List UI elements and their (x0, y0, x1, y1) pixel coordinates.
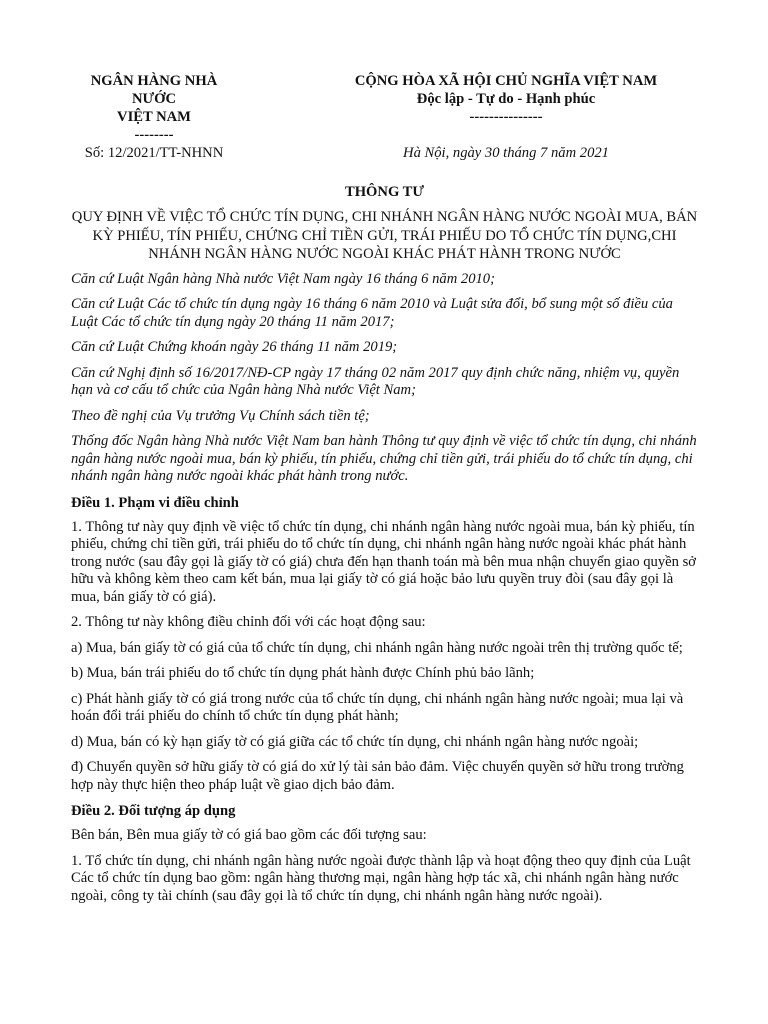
preamble-item: Thống đốc Ngân hàng Nhà nước Việt Nam ban hành Thông tư quy định về việc tổ chức tín dụng, chi nhánh ngân hàng nước ngoài mua, bán kỳ phiếu, tín phiếu, chứng chỉ tiền gửi, trái phiếu do tổ chức tín dụng, chi nhánh ngân hàng nước ngoài khác phát hành trong nước. (71, 433, 697, 484)
document-title: QUY ĐỊNH VỀ VIỆC TỔ CHỨC TÍN DỤNG, CHI NHÁNH NGÂN HÀNG NƯỚC NGOÀI MUA, BÁN KỲ PHIẾU, TÍN PHIẾU, CHỨNG CHỈ TIỀN GỬI, TRÁI PHIẾU DO TỔ CHỨC TÍN DỤNG,CHI NHÁNH NGÂN HÀNG NƯỚC NGOÀI KHÁC PHÁT HÀNH TRONG NƯỚC (71, 209, 698, 262)
nation-name: CỘNG HÒA XÃ HỘI CHỦ NGHĨA VIỆT NAM (354, 73, 658, 89)
article-paragraph: c) Phát hành giấy tờ có giá trong nước của tổ chức tín dụng, chi nhánh ngân hàng nước ngoài; mua lại và hoán đổi trái phiếu do chính tổ chức tín dụng phát hành; (71, 690, 684, 724)
article-paragraph: Bên bán, Bên mua giấy tờ có giá bao gồm các đối tượng sau: (71, 827, 427, 843)
agency-separator: -------- (134, 127, 174, 143)
article-paragraph: đ) Chuyển quyền sở hữu giấy tờ có giá do xử lý tài sản bảo đảm. Việc chuyển quyền sở hữu trong trường hợp này thực hiện theo pháp luật về giao dịch bảo đảm. (71, 759, 684, 793)
article-paragraph: 1. Tổ chức tín dụng, chi nhánh ngân hàng nước ngoài được thành lập và hoạt động theo quy định của Luật Các tổ chức tín dụng bao gồm: ngân hàng thương mại, ngân hàng hợp tác xã, chi nhánh ngân hàng nước ngoài, công ty tài chính (sau đây gọi là tổ chức tín dụng, chi nhánh ngân hàng nước ngoài). (71, 852, 691, 904)
article-heading: Điều 1. Phạm vi điều chỉnh (71, 494, 239, 511)
article-paragraph: 1. Thông tư này quy định về việc tổ chức tín dụng, chi nhánh ngân hàng nước ngoài mua, bán kỳ phiếu, tín phiếu, chứng chỉ tiền gửi, trái phiếu do tổ chức tín dụng, chi nhánh ngân hàng nước ngoài khác phát hành trong nước (sau đây gọi là giấy tờ có giá) chưa đến hạn thanh toán mà bên mua nhận chuyển giao quyền sở hữu và không kèm theo cam kết bán, mua lại giấy tờ có giá hoặc bảo lưu quyền truy đòi (sau đây gọi là mua, bán giấy tờ có giá). (71, 518, 696, 605)
national-motto: Độc lập - Tự do - Hạnh phúc (416, 91, 596, 107)
agency-line-2: NƯỚC (131, 91, 177, 107)
article-heading: Điều 2. Đối tượng áp dụng (71, 803, 236, 819)
preamble-item: Căn cứ Luật Các tổ chức tín dụng ngày 16 tháng 6 năm 2010 và Luật sửa đổi, bổ sung một số điều của Luật Các tổ chức tín dụng ngày 20 tháng 11 năm 2017; (71, 296, 673, 330)
motto-separator: --------------- (469, 109, 543, 125)
preamble (71, 271, 698, 486)
article-paragraph: b) Mua, bán trái phiếu do tổ chức tín dụng phát hành được Chính phủ bảo lãnh; (71, 665, 535, 681)
document-number: Số: 12/2021/TT-NHNN (84, 145, 224, 161)
document-page (71, 72, 698, 905)
article-paragraph: a) Mua, bán giấy tờ có giá của tổ chức tín dụng, chi nhánh ngân hàng nước ngoài trên thị trường quốc tế; (71, 639, 683, 656)
place-date: Hà Nội, ngày 30 tháng 7 năm 2021 (403, 145, 609, 161)
article-2 (71, 802, 698, 905)
national-title (316, 72, 696, 144)
agency-line-1: NGÂN HÀNG NHÀ (90, 73, 218, 89)
issuing-agency (69, 72, 239, 144)
article-paragraph: d) Mua, bán có kỳ hạn giấy tờ có giá giữa các tổ chức tín dụng, chi nhánh ngân hàng nước ngoài; (71, 733, 639, 750)
article-1 (71, 494, 698, 795)
article-paragraph: 2. Thông tư này không điều chỉnh đối với các hoạt động sau: (71, 614, 426, 630)
preamble-item: Theo đề nghị của Vụ trưởng Vụ Chính sách tiền tệ; (71, 407, 370, 424)
preamble-item: Căn cứ Luật Ngân hàng Nhà nước Việt Nam ngày 16 tháng 6 năm 2010; (71, 270, 495, 287)
number-date-row (71, 144, 698, 162)
agency-line-3: VIỆT NAM (117, 109, 191, 125)
preamble-item: Căn cứ Luật Chứng khoán ngày 26 tháng 11 năm 2019; (71, 339, 398, 355)
preamble-item: Căn cứ Nghị định số 16/2017/NĐ-CP ngày 17 tháng 02 năm 2017 quy định chức năng, nhiệm vụ, quyền hạn và cơ cấu tổ chức của Ngân hàng Nhà nước Việt Nam; (71, 364, 680, 398)
document-type: THÔNG TƯ (344, 184, 425, 200)
document-header (71, 72, 698, 144)
